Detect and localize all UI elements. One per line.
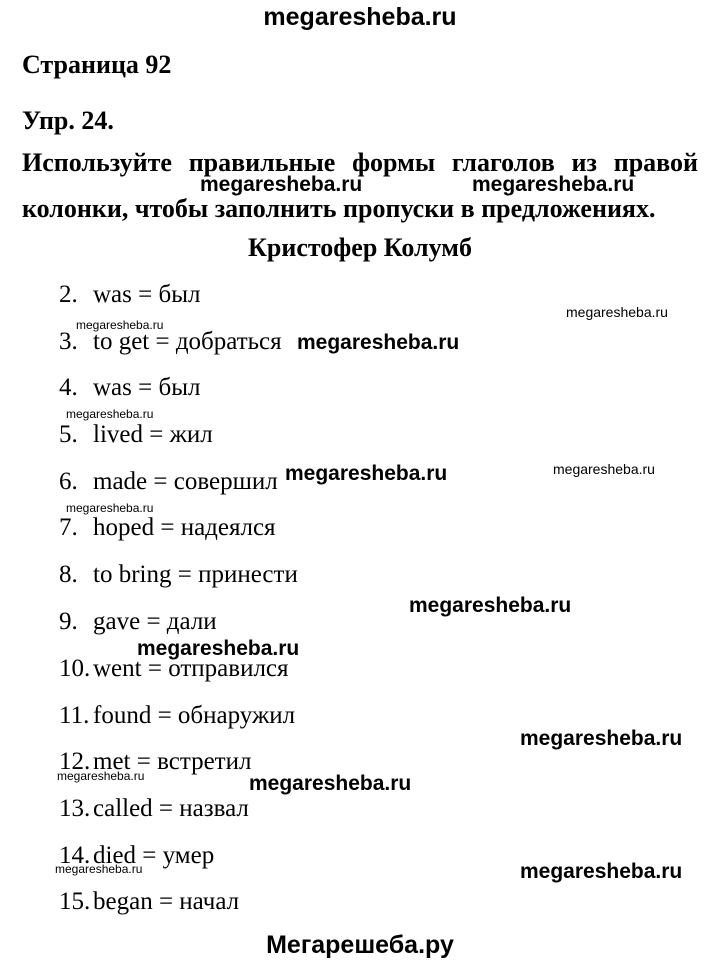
answer-text: went = отправился [93,655,289,682]
answer-number: 11. [59,702,90,729]
answer-text: died = умер [93,842,215,869]
answer-item [59,794,249,824]
answer-item [59,467,278,497]
answer-text: found = обнаружил [93,702,296,729]
watermark: megaresheba.ru [297,331,460,354]
answer-number: 9. [59,608,78,635]
answer-item [59,887,239,917]
watermark: megaresheba.ru [520,727,683,750]
watermark: megaresheba.ru [472,173,635,196]
exercise-number-heading: Упр. 24. [22,106,114,135]
watermark: megaresheba.ru [66,407,154,421]
page-number-heading: Страница 92 [22,50,172,79]
answer-number: 6. [59,468,78,495]
watermark: megaresheba.ru [200,173,363,196]
site-footer: Мегарешеба.ру [266,931,454,959]
watermark: megaresheba.ru [57,769,145,783]
watermark: megaresheba.ru [55,862,143,876]
answer-item [59,280,200,310]
answer-item [59,701,295,731]
answer-number: 15. [59,888,91,915]
answer-text: lived = жил [93,421,213,448]
answer-number: 12. [59,748,91,775]
watermark: megaresheba.ru [76,318,164,332]
answer-text: to bring = принести [93,561,298,588]
text-title: Кристофер Колумб [248,233,472,262]
answer-text: hoped = надеялся [93,514,276,541]
answer-number: 5. [59,421,78,448]
answer-item [59,373,200,403]
watermark: megaresheba.ru [520,860,683,883]
watermark: megaresheba.ru [566,304,668,320]
answer-text: called = назвал [93,795,249,822]
answer-number: 2. [59,281,78,308]
answer-item [59,560,298,590]
answer-item [59,420,213,450]
answer-text: made = совершил [93,468,278,495]
answer-item [59,607,217,637]
site-header: megaresheba.ru [263,3,457,31]
watermark: megaresheba.ru [553,461,655,477]
answer-number: 7. [59,514,78,541]
watermark: megaresheba.ru [66,501,154,515]
answer-text: was = был [93,374,201,401]
answer-text: began = начал [93,888,240,915]
answer-item [59,513,276,543]
answer-number: 8. [59,561,78,588]
watermark: megaresheba.ru [137,637,300,660]
answer-text: to get = добраться [93,328,282,355]
answer-number: 13. [59,795,91,822]
answer-number: 3. [59,328,78,355]
answer-text: met = встретил [93,748,252,775]
answer-number: 14. [59,842,91,869]
watermark: megaresheba.ru [409,594,572,617]
watermark: megaresheba.ru [249,772,412,795]
answer-number: 10. [59,655,91,682]
watermark: megaresheba.ru [285,462,448,485]
answer-text: gave = дали [93,608,217,635]
exercise-instruction: Используйте правильные формы глаголов из правой колонки, чтобы заполнить пропуски в предложениях. [22,148,698,223]
answer-number: 4. [59,374,78,401]
answer-text: was = был [93,281,201,308]
